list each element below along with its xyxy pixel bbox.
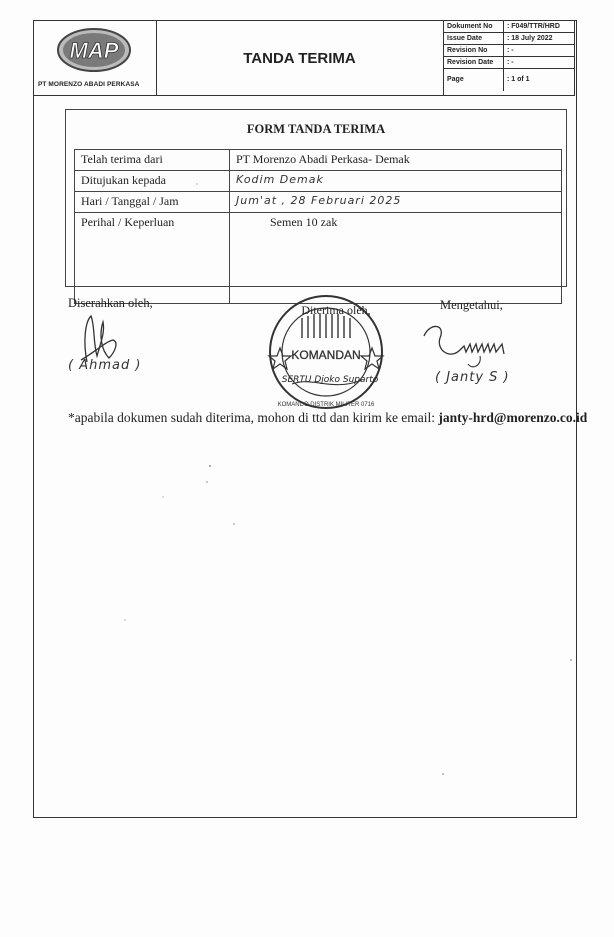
meta-label: Revision Date: [444, 57, 504, 68]
doc-title: TANDA TERIMA: [243, 49, 356, 67]
form-row-label: Hari / Tanggal / Jam: [75, 192, 230, 212]
logo-text: MAP: [69, 38, 119, 63]
meta-label: Issue Date: [444, 33, 504, 44]
acknowledged-label: Mengetahui,: [440, 298, 503, 312]
meta-value: : 1 of 1: [507, 76, 530, 83]
form-row-label: Perihal / Keperluan: [75, 213, 230, 303]
contact-email: janty-hrd@morenzo.co.id: [438, 410, 588, 425]
form-row-value: PT Morenzo Abadi Perkasa- Demak: [236, 152, 410, 166]
meta-label: Page: [444, 69, 504, 91]
stamp-bottom-text: SERTU Djoko Suparto: [281, 375, 379, 385]
stamp-center-text: KOMANDAN: [291, 348, 361, 362]
handed-over-label: Diserahkan oleh,: [68, 296, 153, 310]
meta-value: : -: [507, 47, 514, 54]
stamp-ring-text: KOMANDO DISTRIK MILITER 0716: [277, 402, 375, 408]
meta-value: : -: [507, 59, 514, 66]
form-row-value: Semen 10 zak: [270, 215, 338, 229]
form-row-label: Telah terima dari: [75, 150, 230, 170]
meta-label: Dokument No: [444, 21, 504, 32]
form-row-label: Ditujukan kepada: [75, 171, 230, 191]
meta-value: : 18 July 2022: [507, 35, 553, 42]
form-row-value-handwritten: Jum'at , 28 Februari 2025: [236, 194, 402, 207]
acknowledged-name: ( Janty S ): [435, 370, 510, 385]
form-row-value-handwritten: Kodim Demak: [236, 173, 324, 186]
stamp-top-text: Diterima oleh,: [301, 303, 371, 317]
form-title: FORM TANDA TERIMA: [246, 122, 386, 136]
footnote-text: *apabila dokumen sudah diterima, mohon di ttd dan kirim ke email:: [68, 410, 439, 425]
meta-label: Revision No: [444, 45, 504, 56]
handed-over-name: ( Ahmad ): [68, 358, 142, 373]
meta-value: : F049/TTR/HRD: [507, 23, 560, 30]
company-name: PT MORENZO ABADI PERKASA: [38, 81, 140, 88]
